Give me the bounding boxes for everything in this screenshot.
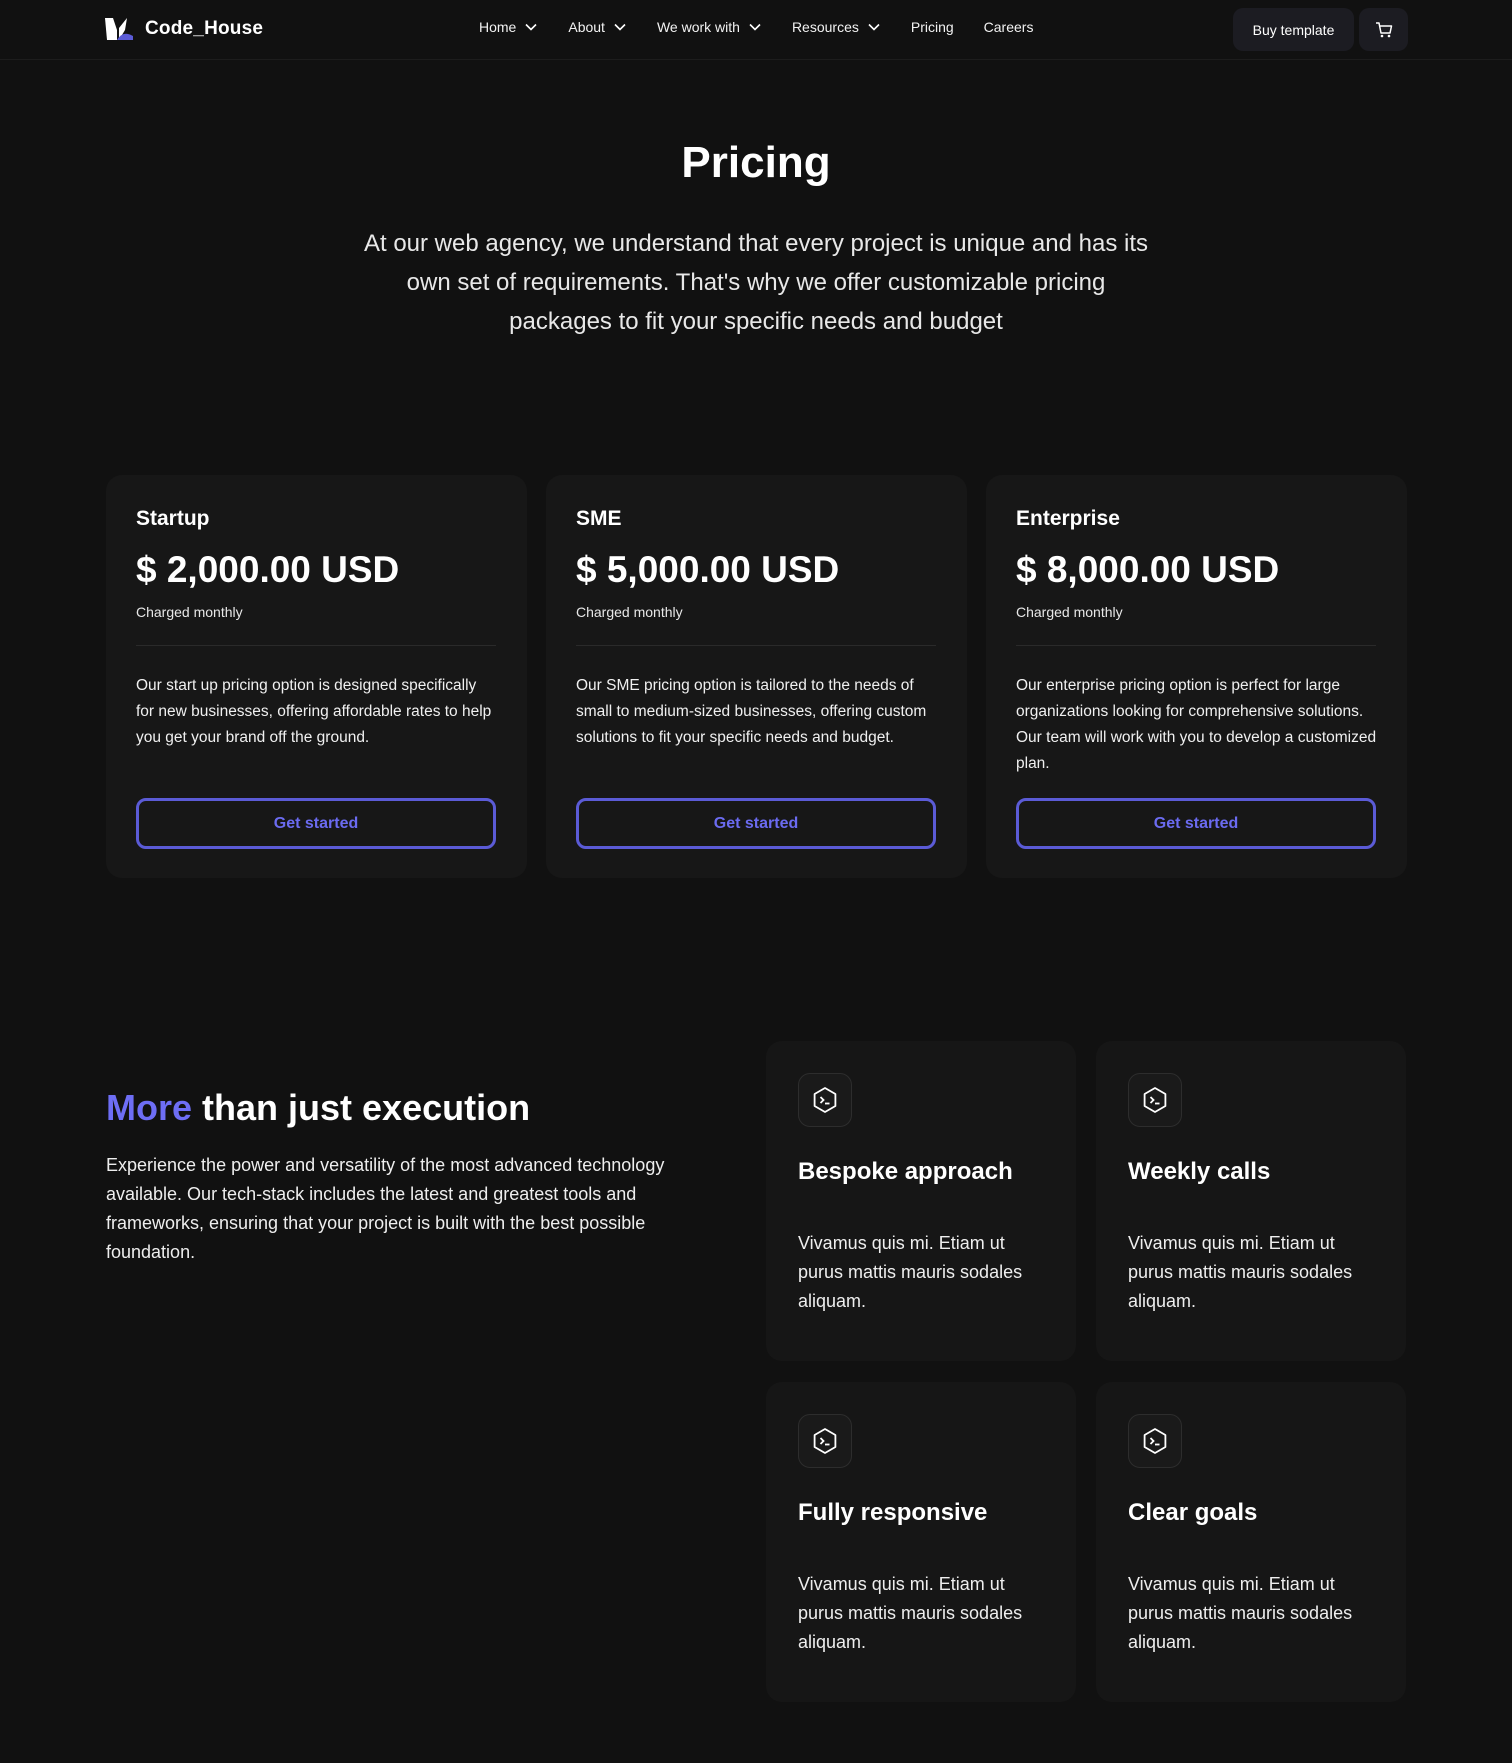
page-title: Pricing xyxy=(681,138,831,187)
menu-item-label: About xyxy=(568,19,605,35)
plan-billing: Charged monthly xyxy=(136,604,243,620)
chevron-down-icon xyxy=(867,20,881,34)
feature-card-clear-goals xyxy=(1096,1382,1406,1702)
pricing-card-startup xyxy=(106,475,527,878)
plan-billing: Charged monthly xyxy=(576,604,683,620)
plan-name: Enterprise xyxy=(1016,507,1120,530)
feature-title: Bespoke approach xyxy=(798,1158,1013,1185)
menu-item-about[interactable] xyxy=(568,19,627,35)
feature-card-weekly-calls xyxy=(1096,1041,1406,1361)
divider xyxy=(136,645,496,646)
plan-price: $ 5,000.00 USD xyxy=(576,549,840,590)
buy-template-button[interactable]: Buy template xyxy=(1233,8,1354,51)
page-subtitle: At our web agency, we understand that every project is unique and has its own set of requirements. That's why we offer customizable pricing packages to fit your specific needs and budget xyxy=(363,230,1149,335)
cart-button[interactable] xyxy=(1359,8,1408,51)
pricing-card-enterprise xyxy=(986,475,1407,878)
plan-description: Our start up pricing option is designed specifically for new businesses, offering affordable rates to help you get your brand off the ground. xyxy=(136,677,492,746)
plan-description: Our enterprise pricing option is perfect for large organizations looking for comprehensive solutions. Our team will work with you to develop a customized plan. xyxy=(1016,677,1377,772)
section-description: Experience the power and versatility of the most advanced technology available. Our tech-stack includes the latest and greatest tools and frameworks, ensuring that your project is built with the best possible foundation. xyxy=(106,1155,665,1262)
feature-description: Vivamus quis mi. Etiam ut purus mattis mauris sodales aliquam. xyxy=(798,1574,1023,1652)
main-menu xyxy=(479,19,1033,35)
chevron-down-icon xyxy=(524,20,538,34)
section-title-rest: than just execution xyxy=(202,1087,531,1128)
plan-description: Our SME pricing option is tailored to the needs of small to medium-sized businesses, offering custom solutions to fit your specific needs and budget. xyxy=(576,677,927,746)
feature-title: Fully responsive xyxy=(798,1499,988,1526)
logo-icon xyxy=(103,16,135,42)
terminal-hexagon-icon xyxy=(1128,1073,1182,1127)
menu-item-pricing[interactable] xyxy=(911,19,954,35)
terminal-hexagon-icon xyxy=(1128,1414,1182,1468)
plan-name: Startup xyxy=(136,507,210,530)
feature-description: Vivamus quis mi. Etiam ut purus mattis mauris sodales aliquam. xyxy=(1128,1233,1353,1311)
plan-name: SME xyxy=(576,507,622,530)
feature-title: Weekly calls xyxy=(1128,1158,1271,1185)
menu-item-label: Careers xyxy=(983,19,1034,35)
feature-card-fully-responsive xyxy=(766,1382,1076,1702)
menu-item-careers[interactable] xyxy=(984,19,1034,35)
section-title xyxy=(106,1087,530,1129)
brand-name: Code_House xyxy=(145,18,264,39)
get-started-button[interactable]: Get started xyxy=(1016,798,1376,849)
feature-description: Vivamus quis mi. Etiam ut purus mattis mauris sodales aliquam. xyxy=(1128,1574,1353,1652)
divider xyxy=(576,645,936,646)
menu-item-resources[interactable] xyxy=(792,19,881,35)
top-navbar xyxy=(0,0,1512,60)
feature-title: Clear goals xyxy=(1128,1499,1258,1526)
menu-item-we-work-with[interactable] xyxy=(657,19,762,35)
get-started-button[interactable]: Get started xyxy=(136,798,496,849)
feature-card-bespoke-approach xyxy=(766,1041,1076,1361)
feature-description: Vivamus quis mi. Etiam ut purus mattis mauris sodales aliquam. xyxy=(798,1233,1023,1311)
menu-item-home[interactable] xyxy=(479,19,538,35)
plan-price: $ 8,000.00 USD xyxy=(1016,549,1280,590)
terminal-hexagon-icon xyxy=(798,1414,852,1468)
plan-price: $ 2,000.00 USD xyxy=(136,549,400,590)
menu-item-label: Pricing xyxy=(910,19,954,35)
menu-item-label: Resources xyxy=(791,19,859,35)
pricing-card-sme xyxy=(546,475,967,878)
get-started-button[interactable]: Get started xyxy=(576,798,936,849)
terminal-hexagon-icon xyxy=(798,1073,852,1127)
plan-billing: Charged monthly xyxy=(1016,604,1123,620)
divider xyxy=(1016,645,1376,646)
brand-logo[interactable] xyxy=(103,16,263,42)
section-title-accent: More xyxy=(106,1087,193,1128)
chevron-down-icon xyxy=(748,20,762,34)
menu-item-label: We work with xyxy=(656,19,740,35)
cart-icon xyxy=(1375,21,1393,39)
menu-item-label: Home xyxy=(479,19,517,35)
chevron-down-icon xyxy=(613,20,627,34)
